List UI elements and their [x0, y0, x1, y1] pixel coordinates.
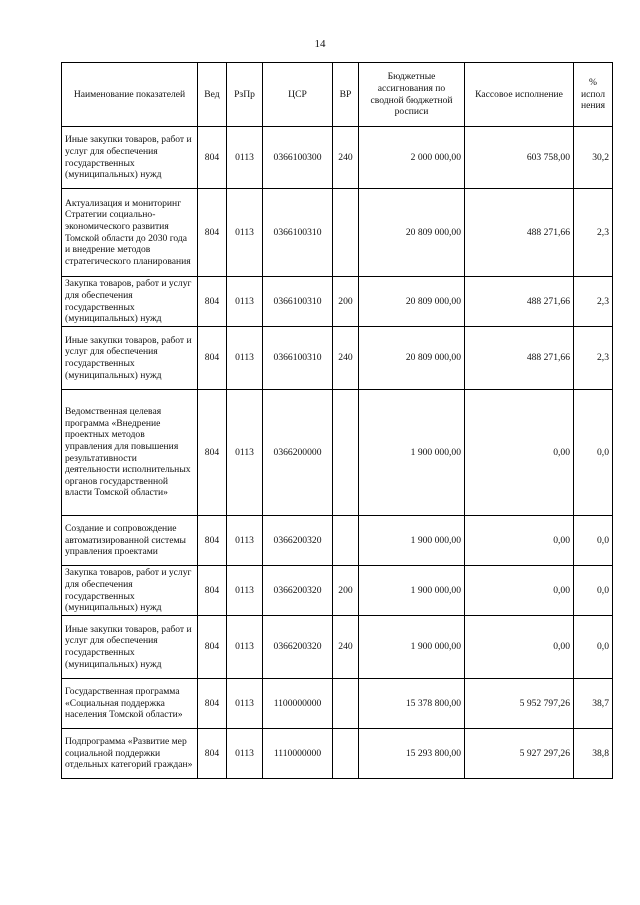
- cell-ved: 804: [198, 566, 227, 616]
- cell-vr: 240: [333, 616, 359, 679]
- cell-pct: 0,0: [574, 616, 613, 679]
- cell-ved: 804: [198, 277, 227, 327]
- cell-vr: [333, 516, 359, 566]
- table-row: [62, 566, 613, 616]
- cell-rzpr: 0113: [227, 277, 263, 327]
- cell-rzpr: 0113: [227, 127, 263, 189]
- cell-name: Ведомственная целевая программа «Внедрение проектных методов управления для повышения результативности деятельности исполнительных органов государственной власти Томской области»: [62, 390, 198, 516]
- cell-csr: 0366100310: [263, 189, 333, 277]
- cell-ved: 804: [198, 616, 227, 679]
- cell-pct: 0,0: [574, 516, 613, 566]
- header-rzpr: РзПр: [227, 63, 263, 127]
- cell-name: Закупка товаров, работ и услуг для обеспечения государственных (муниципальных) нужд: [62, 566, 198, 616]
- header-vr: ВР: [333, 63, 359, 127]
- cell-pct: 30,2: [574, 127, 613, 189]
- table-row: [62, 390, 613, 516]
- cell-csr: 1110000000: [263, 729, 333, 779]
- cell-rzpr: 0113: [227, 729, 263, 779]
- cell-csr: 1100000000: [263, 679, 333, 729]
- cell-fact: 0,00: [465, 616, 574, 679]
- cell-fact: 0,00: [465, 390, 574, 516]
- cell-plan: 15 378 800,00: [359, 679, 465, 729]
- table-row: [62, 516, 613, 566]
- cell-plan: 20 809 000,00: [359, 277, 465, 327]
- table-body: [62, 127, 613, 779]
- cell-name: Иные закупки товаров, работ и услуг для обеспечения государственных (муниципальных) нужд: [62, 127, 198, 189]
- header-ved: Вед: [198, 63, 227, 127]
- cell-rzpr: 0113: [227, 566, 263, 616]
- cell-plan: 1 900 000,00: [359, 390, 465, 516]
- cell-csr: 0366100300: [263, 127, 333, 189]
- cell-name: Создание и сопровождение автоматизированной системы управления проектами: [62, 516, 198, 566]
- cell-rzpr: 0113: [227, 189, 263, 277]
- cell-csr: 0366100310: [263, 327, 333, 390]
- table-row: [62, 327, 613, 390]
- table-row: [62, 679, 613, 729]
- cell-vr: [333, 679, 359, 729]
- cell-csr: 0366200000: [263, 390, 333, 516]
- cell-ved: 804: [198, 516, 227, 566]
- cell-fact: 488 271,66: [465, 189, 574, 277]
- table-header-row: [62, 63, 613, 127]
- budget-execution-table: [61, 62, 613, 779]
- cell-plan: 2 000 000,00: [359, 127, 465, 189]
- cell-vr: 240: [333, 127, 359, 189]
- cell-vr: 200: [333, 566, 359, 616]
- header-csr: ЦСР: [263, 63, 333, 127]
- cell-fact: 0,00: [465, 516, 574, 566]
- cell-pct: 2,3: [574, 327, 613, 390]
- cell-fact: 603 758,00: [465, 127, 574, 189]
- cell-vr: [333, 729, 359, 779]
- cell-plan: 20 809 000,00: [359, 327, 465, 390]
- table-row: [62, 189, 613, 277]
- cell-pct: 0,0: [574, 566, 613, 616]
- table-row: [62, 277, 613, 327]
- cell-fact: 5 927 297,26: [465, 729, 574, 779]
- cell-ved: 804: [198, 679, 227, 729]
- header-name: Наименование показателей: [62, 63, 198, 127]
- cell-vr: 240: [333, 327, 359, 390]
- cell-ved: 804: [198, 729, 227, 779]
- cell-name: Иные закупки товаров, работ и услуг для обеспечения государственных (муниципальных) нужд: [62, 616, 198, 679]
- cell-csr: 0366100310: [263, 277, 333, 327]
- cell-pct: 2,3: [574, 189, 613, 277]
- page-number: 14: [314, 38, 326, 50]
- cell-name: Иные закупки товаров, работ и услуг для обеспечения государственных (муниципальных) нужд: [62, 327, 198, 390]
- cell-rzpr: 0113: [227, 516, 263, 566]
- cell-pct: 2,3: [574, 277, 613, 327]
- cell-rzpr: 0113: [227, 616, 263, 679]
- cell-vr: [333, 390, 359, 516]
- cell-ved: 804: [198, 127, 227, 189]
- cell-vr: [333, 189, 359, 277]
- table-row: [62, 616, 613, 679]
- cell-csr: 0366200320: [263, 616, 333, 679]
- cell-csr: 0366200320: [263, 516, 333, 566]
- cell-fact: 488 271,66: [465, 277, 574, 327]
- cell-plan: 1 900 000,00: [359, 616, 465, 679]
- cell-pct: 0,0: [574, 390, 613, 516]
- cell-ved: 804: [198, 189, 227, 277]
- header-fact: Кассовое исполнение: [465, 63, 574, 127]
- cell-ved: 804: [198, 327, 227, 390]
- cell-vr: 200: [333, 277, 359, 327]
- cell-pct: 38,8: [574, 729, 613, 779]
- cell-rzpr: 0113: [227, 327, 263, 390]
- cell-plan: 1 900 000,00: [359, 516, 465, 566]
- cell-plan: 1 900 000,00: [359, 566, 465, 616]
- header-plan: Бюджетные ассигнования по сводной бюджетной росписи: [359, 63, 465, 127]
- cell-plan: 15 293 800,00: [359, 729, 465, 779]
- header-pct: % испол нения: [574, 63, 613, 127]
- cell-fact: 488 271,66: [465, 327, 574, 390]
- cell-ved: 804: [198, 390, 227, 516]
- cell-fact: 0,00: [465, 566, 574, 616]
- cell-name: Актуализация и мониторинг Стратегии социально-экономического развития Томской области до 2030 года и внедрение методов стратегического планирования: [62, 189, 198, 277]
- cell-name: Закупка товаров, работ и услуг для обеспечения государственных (муниципальных) нужд: [62, 277, 198, 327]
- cell-csr: 0366200320: [263, 566, 333, 616]
- table-row: [62, 729, 613, 779]
- cell-pct: 38,7: [574, 679, 613, 729]
- cell-rzpr: 0113: [227, 679, 263, 729]
- cell-fact: 5 952 797,26: [465, 679, 574, 729]
- cell-rzpr: 0113: [227, 390, 263, 516]
- table-row: [62, 127, 613, 189]
- cell-plan: 20 809 000,00: [359, 189, 465, 277]
- cell-name: Государственная программа «Социальная поддержка населения Томской области»: [62, 679, 198, 729]
- cell-name: Подпрограмма «Развитие мер социальной поддержки отдельных категорий граждан»: [62, 729, 198, 779]
